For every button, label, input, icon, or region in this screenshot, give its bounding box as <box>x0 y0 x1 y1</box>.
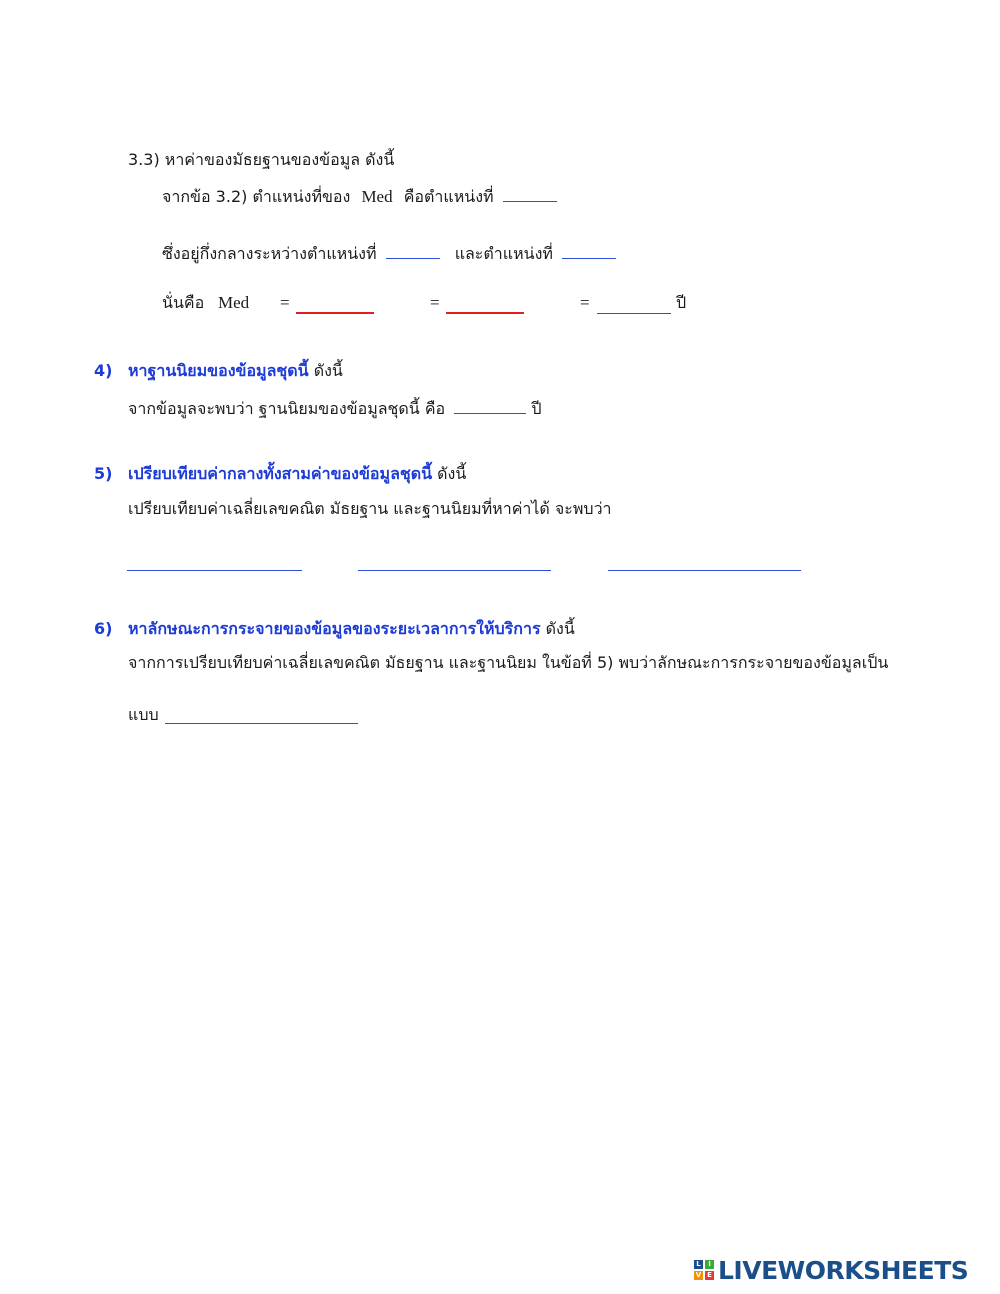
s6-line-text: จากการเปรียบเทียบค่าเฉลี่ยเลขคณิต มัธยฐาน และฐานนิยม ในข้อที่ 5) พบว่าลักษณะการกระจายของข้อมูลเป็น <box>128 653 889 672</box>
s4-heading <box>94 359 343 383</box>
s5-line-text: เปรียบเทียบค่าเฉลี่ยเลขคณิต มัธยฐาน และฐานนิยมที่หาค่าได้ จะพบว่า <box>128 499 612 518</box>
mark-e: E <box>705 1271 714 1280</box>
s4-line <box>128 395 541 421</box>
s33-line2-text: ซึ่งอยู่กึ่งกลางระหว่างตำแหน่งที่ <box>162 244 377 263</box>
answer-field-position-a[interactable] <box>386 240 440 259</box>
answer-field-med-2[interactable] <box>446 312 524 314</box>
answer-field-compare-1[interactable] <box>127 570 302 571</box>
s33-line1 <box>162 183 557 209</box>
s33-title-text: 3.3) หาค่าของมัธยฐานของข้อมูล ดังนี้ <box>128 150 395 169</box>
s6-line-b-text: แบบ <box>128 705 159 724</box>
mark-v: V <box>695 1271 702 1279</box>
eq-1: = <box>280 293 290 312</box>
s4-heading-text: หาฐานนิยมของข้อมูลชุดนี้ <box>128 361 309 380</box>
answer-field-position[interactable] <box>503 183 557 202</box>
s33-line2 <box>162 240 616 266</box>
answer-field-distribution[interactable] <box>165 723 358 724</box>
med-symbol-2 <box>218 291 249 315</box>
s6-number: 6) <box>94 619 113 638</box>
s6-heading <box>94 617 575 641</box>
s33-line1-text: จากข้อ 3.2) ตำแหน่งที่ของ <box>162 187 351 206</box>
s6-line <box>128 651 888 675</box>
mark-i: I <box>705 1260 714 1269</box>
liveworksheets-logo <box>694 1256 994 1284</box>
answer-field-mode[interactable] <box>454 395 526 414</box>
eq-3: = <box>580 293 590 312</box>
s5-heading-text: เปรียบเทียบค่ากลางทั้งสามค่าของข้อมูลชุดนี้ <box>128 464 433 483</box>
answer-field-compare-3[interactable] <box>608 570 801 571</box>
s4-number: 4) <box>94 361 113 380</box>
equals-3 <box>580 291 590 315</box>
s4-line-text: จากข้อมูลจะพบว่า ฐานนิยมของข้อมูลชุดนี้ คือ <box>128 399 446 418</box>
s33-line3 <box>162 291 204 315</box>
unit-1: ปี <box>676 293 687 312</box>
s6-heading-tail: ดังนี้ <box>545 619 575 638</box>
answer-field-med-1[interactable] <box>296 312 374 314</box>
s33-line1-text-b: คือตำแหน่งที่ <box>403 187 494 206</box>
unit-2: ปี <box>531 399 542 418</box>
s5-heading <box>94 462 466 486</box>
s5-number: 5) <box>94 464 113 483</box>
med-symbol: Med <box>361 187 393 206</box>
equals-1 <box>280 291 290 315</box>
s6-heading-text: หาลักษณะการกระจายของข้อมูลของระยะเวลาการให้บริการ <box>128 619 541 638</box>
s6-line-b <box>128 703 159 727</box>
answer-field-compare-2[interactable] <box>358 570 551 571</box>
s33-line2-text-b: และตำแหน่งที่ <box>454 244 553 263</box>
eq-2: = <box>430 293 440 312</box>
answer-field-med-3[interactable] <box>597 313 671 314</box>
logo-text: LIVEWORKSHEETS <box>718 1255 969 1285</box>
unit-year-1 <box>676 291 686 315</box>
s4-heading-tail: ดังนี้ <box>313 361 343 380</box>
s5-line <box>128 497 612 521</box>
mark-l: L <box>694 1260 703 1269</box>
answer-field-position-b[interactable] <box>562 240 616 259</box>
s5-heading-tail: ดังนี้ <box>437 464 467 483</box>
s33-title <box>128 148 394 172</box>
med-label: Med <box>218 293 250 312</box>
equals-2 <box>430 291 440 315</box>
liveworksheets-mark-icon <box>694 1260 714 1280</box>
s33-line3-text: นั่นคือ <box>162 293 205 312</box>
